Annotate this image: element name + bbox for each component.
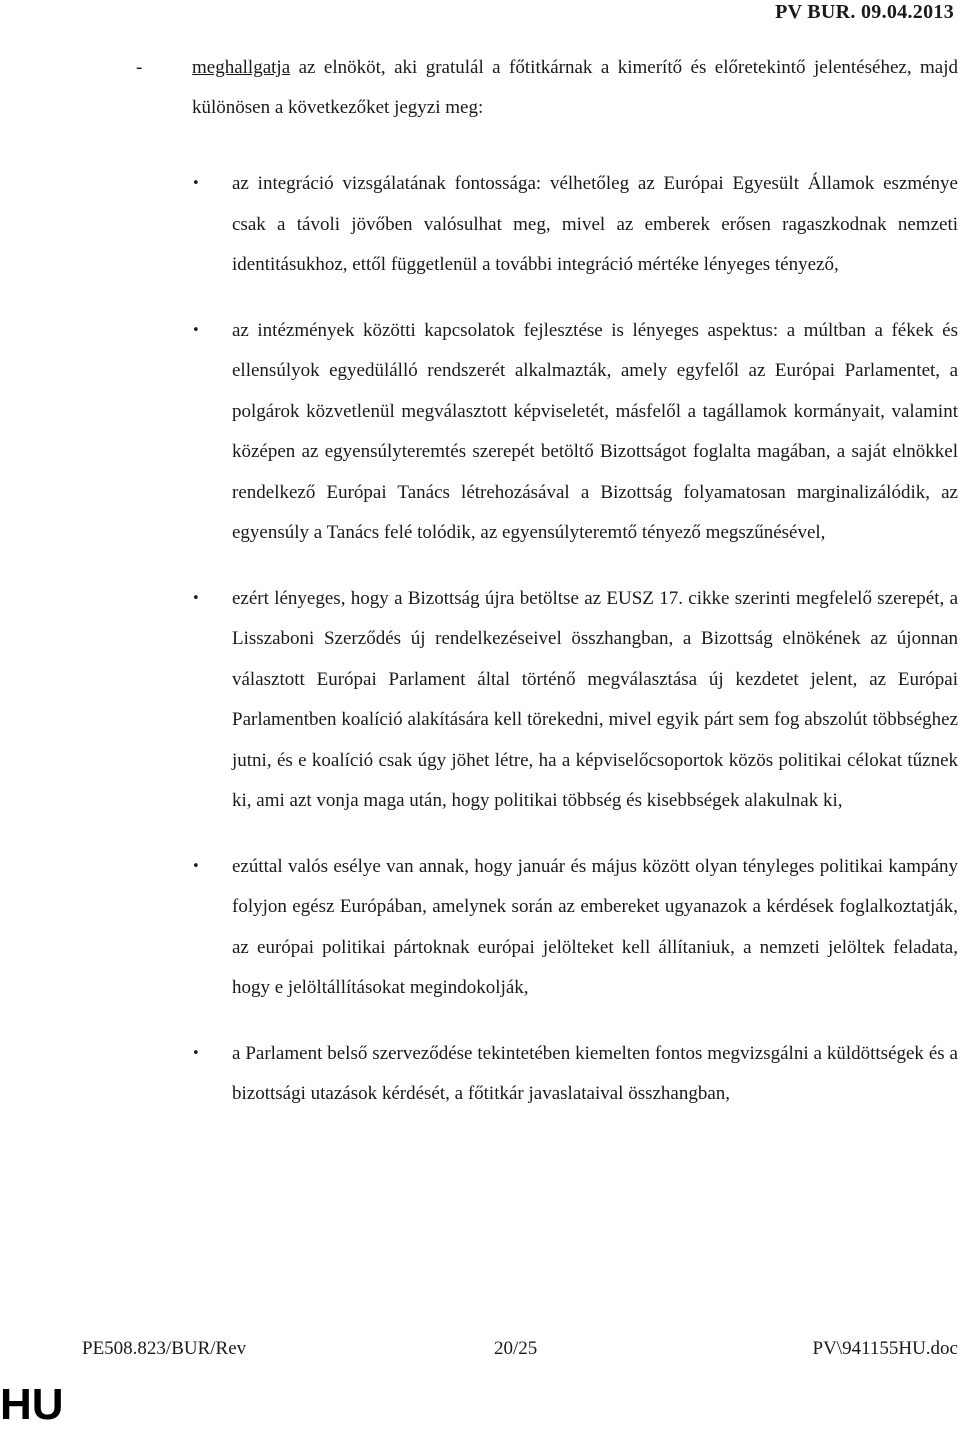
bullet-icon: • [192,1045,200,1061]
intro-text [192,48,958,128]
dash-marker: - [136,57,143,78]
list-item-text: a Parlament belső szerveződése tekintetében kiemelten fontos megvizsgálni a küldöttségek és a bizottsági utazások kérdését, a főtitkár javaslataival összhangban, [232,1042,958,1104]
list-item [192,311,958,554]
footer-file-name: PV\941155HU.doc [812,1338,958,1359]
list-item-text: ezért lényeges, hogy a Bizottság újra betöltse az EUSZ 17. cikke szerinti megfelelő szerepét, a Lisszaboni Szerződés új rendelkezéseivel összhangban, a Bizottság elnökének az újonnan választott Európai Parlament által történő megválasztása új kezdetet jelent, az Európai Parlamentben koalíció alakítására kell törekedni, mivel egyik párt sem fog abszolút többséghez jutni, és e koalíció csak úgy jöhet létre, ha a képviselőcsoportok közös politikai célokat tűznek ki, ami azt vonja maga után, hogy politikai többség és kisebbségek alakulnak ki, [232,587,958,811]
bullet-icon: • [192,176,200,191]
language-code: HU [0,1380,64,1429]
list-item-text: ezúttal valós esélye van annak, hogy január és május között olyan tényleges politikai kampány folyjon egész Európában, amelynek során az embereket ugyanazok a kérdések foglalkoztatják, az európai politikai pártoknak európai jelölteket kell állítaniuk, a nemzeti jelöltek feladata, hogy e jelöltállításokat megindokolják, [232,855,958,998]
list-item [192,164,958,286]
intro-verb: meghallgatja [192,57,291,78]
list-item-text: az intézmények közötti kapcsolatok fejlesztése is lényeges aspektus: a múltban a fékek és ellensúlyok egyedülálló rendszerét alkalmazták, amely egyfelől az Európai Parlamentet, a polgárok közvetlenül megválasztott képviseletét, másfelől a tagállamok kormányait, valamint középen az egyensúlyteremtés szerepét betöltő Bizottságot foglalta magában, a saját elnökkel rendelkező Európai Tanács létrehozásával a Bizottság folyamatosan marginalizálódik, az egyensúly a Tanács felé tolódik, az egyensúlyteremtő tényező megszűnésével, [232,319,958,543]
bullet-list [192,164,958,1140]
footer-page-number: 20/25 [494,1338,538,1359]
intro-paragraph [136,48,958,128]
document-reference: PV BUR. 09.04.2013 [775,1,954,23]
list-item [192,847,958,1009]
bullet-icon: • [192,858,200,874]
list-item [192,579,958,822]
footer-document-number: PE508.823/BUR/Rev [82,1338,247,1359]
list-item [192,1034,958,1115]
intro-body: az elnököt, aki gratulál a főtitkárnak a kimerítő és előretekintő jelentéséhez, majd különösen a következőket jegyzi meg: [192,57,958,118]
list-item-text: az integráció vizsgálatának fontossága: vélhetőleg az Európai Egyesült Államok eszménye csak a távoli jövőben valósulhat meg, mivel az emberek erősen ragaszkodnak nemzeti identitásukhoz, ettől függetlenül a további integráció mértéke lényeges tényező, [232,173,958,275]
bullet-icon: • [192,322,200,338]
bullet-icon: • [192,590,200,606]
